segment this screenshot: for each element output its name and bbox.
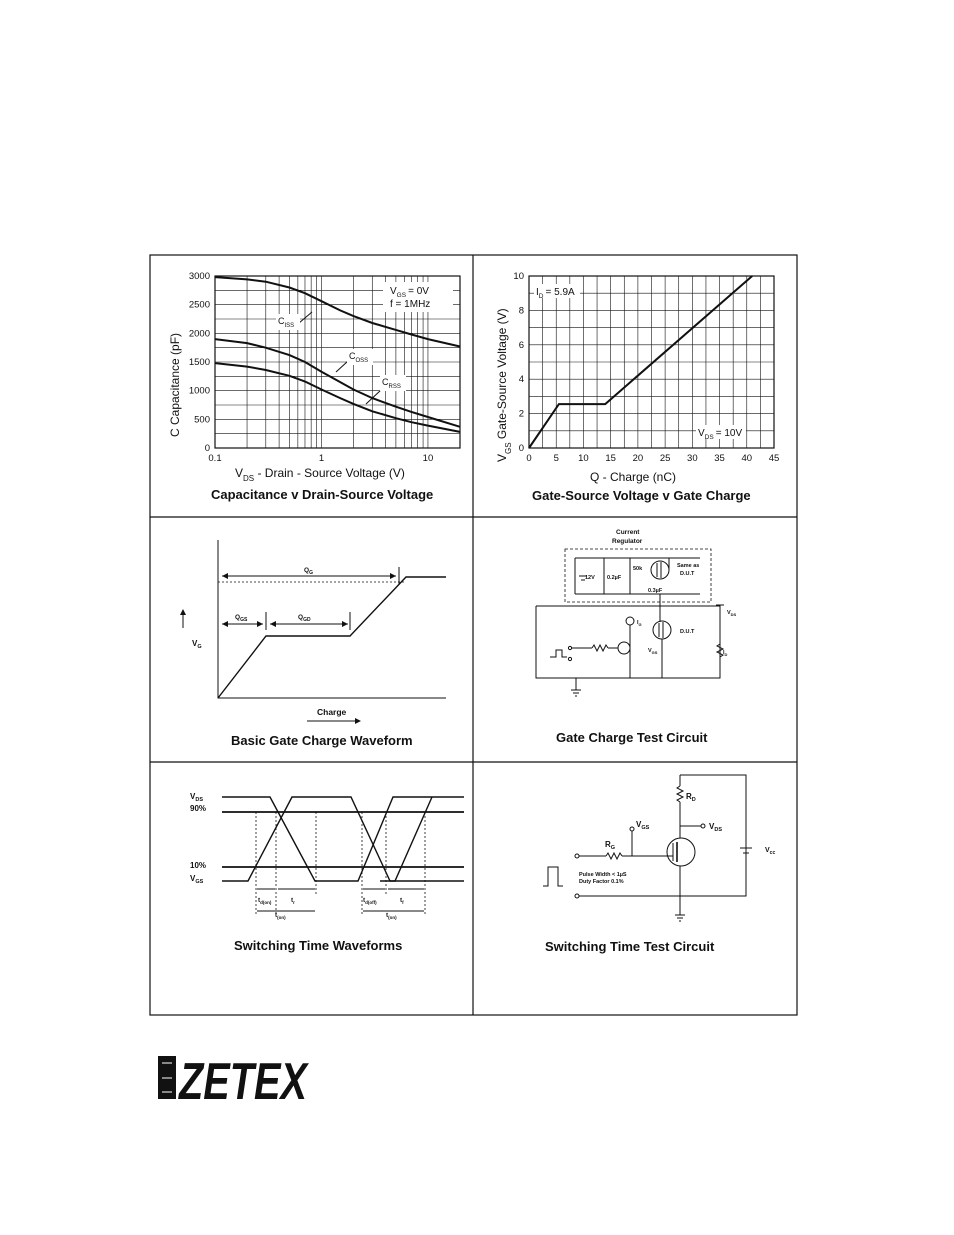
crss-label-text: $C_{RSS}$ (382, 377, 401, 390)
capacitance-y-ticks (189, 271, 210, 454)
vg-label: $V_G$ (192, 639, 202, 650)
input-terminal-1 (568, 646, 571, 649)
gate-charge-x-label: Q - Charge (nC) (590, 470, 677, 484)
vgs-terminal (630, 827, 634, 831)
id-annotation: $I_D = 5.9A$ (536, 287, 575, 300)
gc-y-tick: 0 (518, 443, 524, 454)
input-terminal-top (575, 854, 579, 858)
gc-y-tick: 8 (518, 305, 524, 317)
input-terminal-bottom (575, 894, 579, 898)
basic-waveform-caption: Basic Gate Charge Waveform (231, 733, 413, 748)
capacitance-caption: Capacitance v Drain-Source Voltage (211, 487, 434, 502)
cap-x-tick: 0.1 (208, 453, 222, 464)
gate-charge-caption: Gate-Source Voltage v Gate Charge (532, 488, 751, 503)
main-loop (536, 606, 720, 678)
vg-arrow-head (180, 609, 186, 615)
gate-charge-circuit-caption: Gate Charge Test Circuit (556, 730, 708, 745)
sw-10-label: 10% (190, 861, 207, 870)
cap-y-tick: 0 (204, 443, 210, 454)
zetex-logo (158, 1053, 310, 1111)
gc-y-tick: 6 (518, 339, 524, 351)
vcc-label: $V_{cc}$ (765, 847, 776, 856)
gc-y-tick: 2 (518, 408, 524, 420)
t-off-label: $t_{(on)}$ (386, 912, 397, 920)
basic-gate-charge-waveform (180, 540, 446, 748)
gc-x-tick: 40 (741, 453, 753, 464)
capacitance-x-label: $V_{DS}$ - Drain - Source Voltage (V) (235, 466, 405, 483)
cap-x-tick: 1 (318, 453, 325, 464)
ig-label: $I_G$ (637, 620, 642, 627)
dut-label: D.U.T (680, 629, 695, 635)
vgs-waveform (222, 797, 464, 881)
sw-mosfet-circle (667, 838, 695, 866)
id-label: $I_D$ (723, 650, 728, 657)
switching-circuit-caption: Switching Time Test Circuit (545, 939, 715, 954)
input-terminal-2 (568, 657, 571, 660)
annotation-vgs-sub: GS (396, 292, 407, 299)
switching-time-test-circuit (543, 775, 775, 954)
dut-mosfet-circle (653, 621, 671, 639)
ciss-leader (299, 312, 312, 323)
ground-symbol (571, 690, 581, 696)
same-as-label-2: D.U.T (680, 571, 695, 577)
cap-y-tick: 1500 (188, 357, 210, 368)
waveform-axes (218, 540, 446, 698)
gc-x-tick: 35 (714, 453, 725, 464)
capacitance-y-label: C Capacitance (pF) (168, 332, 182, 437)
rd-resistor (677, 786, 683, 802)
current-regulator-label-1: Current (616, 529, 640, 536)
coss-label (347, 349, 373, 365)
gc-x-tick: 30 (687, 453, 698, 464)
sw-vgs-circuit-label: $V_{GS}$ (636, 820, 650, 831)
charge-arrow-head (355, 718, 361, 724)
gc-x-tick: 25 (659, 453, 671, 464)
same-as-label-1: Same as (677, 563, 700, 569)
switching-waveforms-caption: Switching Time Waveforms (234, 938, 403, 953)
td-on-label: $t_{d(on)}$ (258, 897, 272, 905)
timing-arrows (257, 889, 424, 911)
gc-y-tick: 4 (518, 374, 524, 386)
driver-transistor (618, 642, 630, 654)
gate-charge-y-ticks (513, 271, 524, 454)
gc-x-tick: 15 (605, 453, 616, 464)
qgd-label: $Q_{GD}$ (298, 614, 311, 623)
reg-mosfet-circle (651, 561, 669, 579)
rg-resistor (606, 853, 622, 859)
input-pulse (550, 650, 567, 657)
vds-annotation: $V_{DS} = 10V$ (698, 428, 743, 441)
sw-vgs-label: $V_{GS}$ (190, 874, 204, 885)
gc-x-tick: 0 (526, 453, 532, 464)
r1-label: 50k (633, 566, 643, 572)
rd-label: $R_D$ (686, 792, 696, 803)
sw-vds-circuit-label: $V_{DS}$ (709, 822, 722, 833)
tf-label: $t_f$ (400, 897, 404, 905)
charge-label: Charge (317, 707, 347, 717)
current-regulator-label-2: Regulator (612, 538, 643, 545)
cap-y-tick: 2000 (188, 328, 210, 340)
coss-leader (336, 361, 348, 372)
capacitance-annotation-line2: f = 1MHz (390, 299, 431, 310)
cap-x-tick: 10 (422, 453, 434, 464)
capacitance-chart (168, 271, 460, 502)
gc-x-tick: 10 (578, 453, 589, 464)
cap-y-tick: 2500 (188, 299, 210, 311)
duty-factor-label: Duty Factor 0.1% (579, 879, 624, 885)
gate-charge-x-ticks (526, 453, 779, 464)
annotation-vgs-sym: V (390, 286, 397, 297)
ciss-label-text: $C_{ISS}$ (278, 316, 295, 329)
sw-ground-symbol (675, 915, 685, 921)
gate-charge-grid (529, 276, 774, 448)
vds-terminal (701, 824, 705, 828)
pulse-width-label: Pulse Width < 1µS (579, 872, 627, 878)
coss-label-text: $C_{OSS}$ (349, 351, 369, 364)
gc-x-tick: 5 (553, 453, 559, 464)
ig-meter (626, 617, 634, 625)
sw-vds-label: $V_{DS}$ (190, 792, 203, 803)
ciss-label (276, 314, 300, 330)
gate-charge-test-circuit (536, 529, 737, 745)
t-on-label: $t_{(on)}$ (275, 912, 286, 920)
gate-charge-y-label: $V_{GS}$ Gate-Source Voltage (V) (495, 308, 513, 462)
annotation-line1-value: = 0V (408, 286, 429, 297)
c1-label: 0.2µF (607, 575, 622, 581)
sw-90-label: 90% (190, 804, 207, 813)
vds-label: $V_{DS}$ (727, 610, 737, 617)
vgs-label: $V_{GS}$ (648, 648, 658, 655)
qg-label: $Q_G$ (304, 567, 313, 576)
qgs-label: $Q_{GS}$ (235, 614, 248, 623)
cap-y-tick: 500 (194, 414, 210, 426)
cap-y-tick: 1000 (188, 385, 210, 397)
v12-label: 12V (585, 575, 595, 581)
gate-charge-chart (495, 271, 779, 503)
capacitance-x-ticks (208, 453, 433, 464)
td-off-label: $t_{d(off)}$ (363, 897, 377, 905)
pulse-symbol (543, 867, 563, 886)
waveform-curve (218, 577, 446, 698)
crss-label (380, 375, 406, 391)
rg-label: $R_G$ (605, 840, 616, 851)
logo-text: ZETEX (177, 1053, 310, 1111)
c2-label: 0.3µF (648, 588, 663, 594)
switching-time-waveforms (190, 792, 464, 953)
base-resistor (592, 645, 608, 651)
gc-y-tick: 10 (513, 271, 524, 282)
tr-label: $t_r$ (291, 897, 295, 905)
gc-x-tick: 45 (768, 453, 780, 464)
gc-x-tick: 20 (632, 453, 644, 464)
cap-y-tick: 3000 (188, 271, 210, 282)
